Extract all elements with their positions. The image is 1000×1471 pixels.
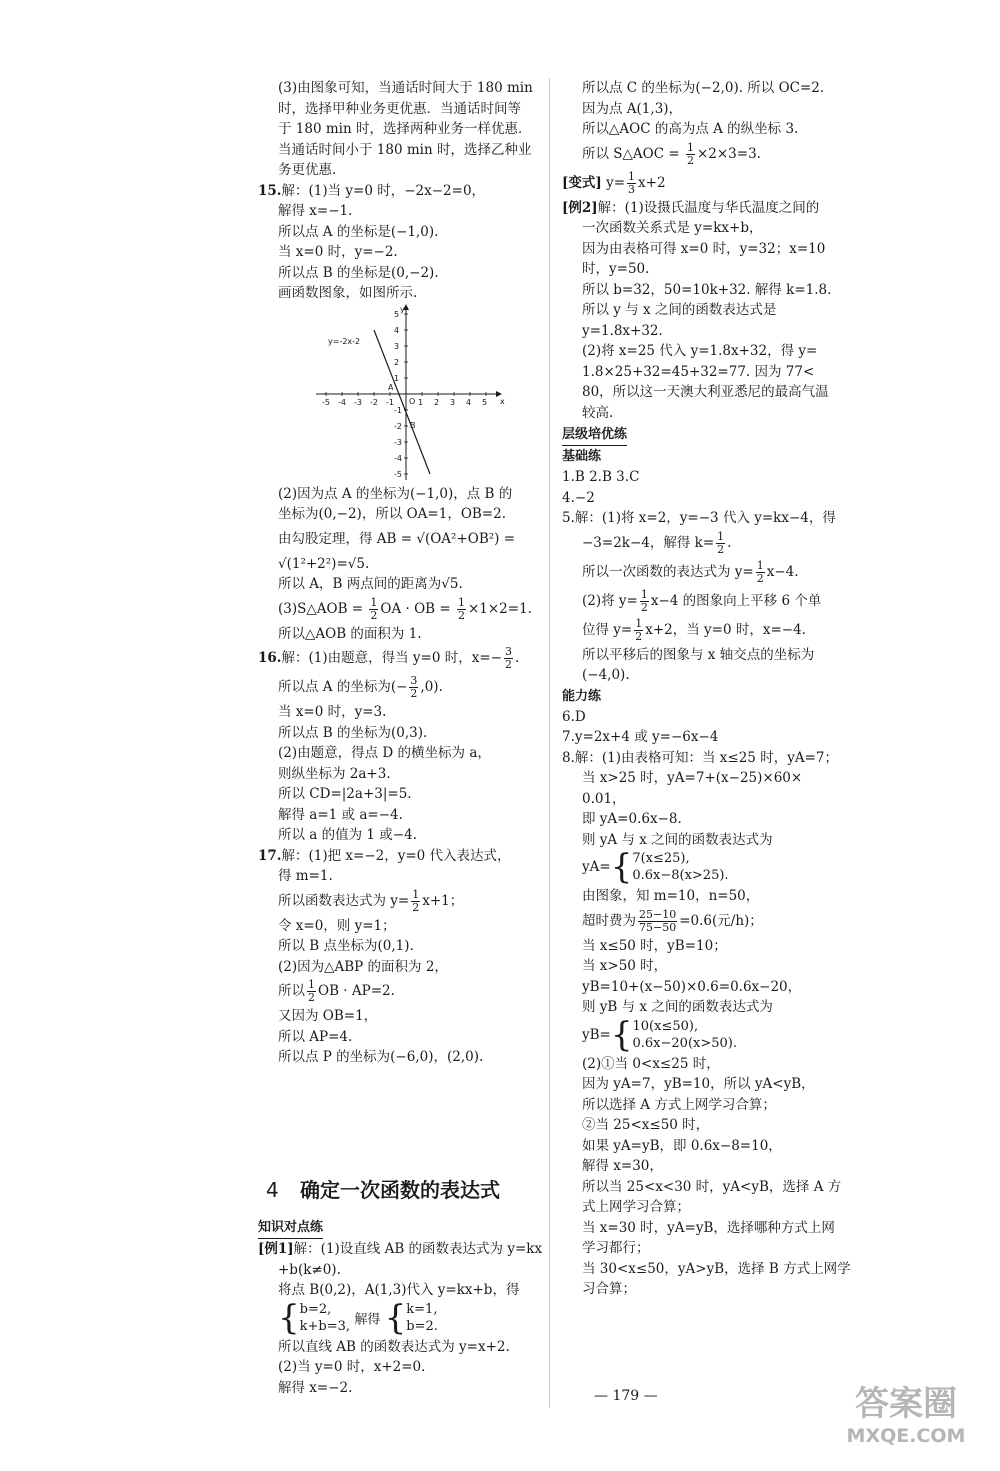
fraction xyxy=(634,618,643,643)
x-tick-label: 1 xyxy=(418,397,424,407)
y-tick-label: 2 xyxy=(394,357,400,367)
text-line: yB=10+(x−50)×0.6=0.6x−20， xyxy=(582,978,802,995)
q16 xyxy=(258,644,540,846)
text: ×2×3=3. xyxy=(696,145,761,162)
text-line: 由图象，知 m=10，n=50， xyxy=(582,888,760,904)
x-axis-label: x xyxy=(500,396,505,406)
numerator: 1 xyxy=(635,616,643,630)
text-line: 当 x=0 时，y=3. xyxy=(278,704,387,720)
text-line: y=1.8x+32. xyxy=(582,322,663,339)
text-line: 所以△AOC 的高为点 A 的纵坐标 3. xyxy=(582,121,799,137)
text-line: 0.01， xyxy=(582,790,626,807)
y-tick-label: 3 xyxy=(394,341,400,351)
text: 所以函数表达式为 y= xyxy=(278,892,410,909)
text-line: 所以点 B 的坐标是(0,−2). xyxy=(278,264,439,281)
equation: b=2, xyxy=(299,1301,332,1317)
expr-line xyxy=(258,887,540,916)
text-line: 所以当 25<x<30 时，yA<yB，选择 A 方 xyxy=(582,1178,842,1195)
text-line: 所以点 A 的坐标是(−1,0). xyxy=(278,223,439,240)
fraction xyxy=(627,171,636,196)
text: 所以一次函数的表达式为 y= xyxy=(582,563,754,580)
y-tick-label: -2 xyxy=(394,421,402,431)
text-line: (2)因为△ABP 的面积为 2， xyxy=(278,958,448,975)
q5-result-line xyxy=(562,616,844,645)
example-tag: [例2] xyxy=(562,199,598,216)
denominator: 2 xyxy=(686,153,694,167)
chapter-title xyxy=(266,1174,500,1203)
numerator: 1 xyxy=(640,587,648,601)
text-line: 较高. xyxy=(582,404,614,421)
column-divider xyxy=(549,78,550,1408)
numerator: 1 xyxy=(457,595,465,609)
text: 解得 xyxy=(354,1312,381,1327)
numerator: 1 xyxy=(370,595,378,609)
fraction xyxy=(457,597,466,622)
x-tick-label: -2 xyxy=(370,397,378,407)
text-line: 则纵坐标为 2a+3. xyxy=(278,765,391,782)
numerator: 1 xyxy=(412,887,420,901)
left-column xyxy=(258,78,540,1068)
text-line: 因为点 A(1,3)， xyxy=(582,100,683,117)
text-line: 因为 yA=7，yB=10，所以 yA<yB， xyxy=(582,1076,815,1092)
text: ×1×2=1. xyxy=(467,600,532,617)
text-line: 当 30<x≤50，yA>yB，选择 B 方式上网学 xyxy=(582,1260,851,1277)
text-line: 所以 y 与 x 之间的函数表达式是 xyxy=(582,302,777,318)
text-line: 当 x=0 时，y=−2. xyxy=(278,244,398,260)
text-line: (2)因为点 A 的坐标为(−1,0)，点 B 的 xyxy=(278,485,513,502)
example-tag: [例1] xyxy=(258,1241,294,1257)
text-line: 由勾股定理，得 AB = √(OA²+OB²) = xyxy=(278,530,516,547)
x-tick-label: 2 xyxy=(434,397,440,407)
text: yA= xyxy=(582,859,611,875)
area-line xyxy=(562,140,844,169)
text-line: 则 yB 与 x 之间的函数表达式为 xyxy=(582,999,773,1015)
text: 解：(1)设摄氏温度与华氏温度之间的 xyxy=(597,199,820,216)
denominator: 2 xyxy=(457,608,465,622)
fraction xyxy=(638,909,677,934)
text: 超时费为 xyxy=(582,912,636,929)
numerator: 1 xyxy=(717,529,725,543)
text: x+2，当 y=0 时，x=−4. xyxy=(645,621,806,638)
text-line: 式上网学习合算； xyxy=(582,1199,690,1215)
text: OA · OB = xyxy=(380,600,455,617)
q5-k-line: −3=2k−4，解得 k= $\frac{1}{2}$ . xyxy=(582,529,732,556)
text-line: 务更优惠. xyxy=(278,162,337,178)
case: 0.6x−8(x>25). xyxy=(632,868,729,883)
y-axis-label: y xyxy=(400,304,405,314)
system-1 xyxy=(300,1301,350,1335)
area-line xyxy=(258,595,540,624)
text-line: 解得 x=−2. xyxy=(278,1379,353,1396)
text-line: 所以 A，B 两点间的距离为√5. xyxy=(278,576,463,592)
subsection-heading: 基础练 xyxy=(562,449,602,464)
denominator: 2 xyxy=(410,687,418,700)
text-line: 令 x=0，则 y=1； xyxy=(278,917,396,934)
text-line: (−4,0). xyxy=(582,667,630,683)
answer-line: 6.D xyxy=(562,708,586,725)
point-b-label: B xyxy=(410,420,416,430)
denominator: 75−50 xyxy=(639,920,677,934)
numerator: 1 xyxy=(686,140,694,154)
equation: k+b=3, xyxy=(299,1318,351,1334)
text-line: 于 180 min 时，选择两种业务一样优惠． xyxy=(278,121,532,137)
text-line: +b(k≠0). xyxy=(278,1261,341,1278)
question-number: 16. xyxy=(258,650,282,666)
piecewise-yb xyxy=(562,1014,844,1055)
text-line: 当通话时间小于 180 min 时，选择乙种业 xyxy=(278,141,532,158)
text: 解：(1)把 x=−2，y=0 代入表达式， xyxy=(281,847,511,864)
question-number: 17. xyxy=(258,847,282,864)
text-line: 则 yA 与 x 之间的函数表达式为 xyxy=(582,831,773,848)
fraction xyxy=(369,597,378,622)
text-line: 所以点 C 的坐标为(−2,0). 所以 OC=2. xyxy=(582,80,825,96)
function-graph xyxy=(258,304,540,484)
fraction xyxy=(307,979,316,1004)
text: x−4 的图象向上平移 6 个单 xyxy=(650,592,822,609)
text-line: (2)将 x=25 代入 y=1.8x+32，得 y= xyxy=(582,343,818,359)
text: 解：(1)由题意，得当 y=0 时，x=− xyxy=(281,650,502,666)
text-line: 当 x>50 时， xyxy=(582,958,668,974)
y-tick-label: -3 xyxy=(394,437,402,447)
coord-line xyxy=(258,673,540,702)
text-line: 所以 b=32，50=10k+32. 解得 k=1.8. xyxy=(582,281,832,298)
graph-svg xyxy=(308,304,508,484)
text-line: 所以 B 点坐标为(0,1). xyxy=(278,938,414,954)
text-line: 因为由表格可得 x=0 时，y=32；x=10 xyxy=(582,240,826,257)
text-line: 习合算； xyxy=(582,1281,636,1297)
example-1-block xyxy=(258,1216,543,1398)
text-line: 如果 yA=yB，即 0.6x−8=10， xyxy=(582,1137,782,1154)
text-line: 即 yA=0.6x−8. xyxy=(582,811,682,827)
text: =0.6(元/h)； xyxy=(679,912,763,929)
origin-label: O xyxy=(409,396,416,406)
variant-tag: [变式] xyxy=(562,174,602,191)
section-heading: 知识对点练 xyxy=(258,1217,323,1239)
fraction xyxy=(686,142,695,167)
watermark-logo xyxy=(836,1384,976,1448)
text-line: 将点 B(0,2)，A(1,3)代入 y=kx+b，得 xyxy=(278,1282,520,1298)
q16-head: 16.解：(1)由题意，得当 y=0 时，x=− $\frac{3}{2}$ . xyxy=(258,645,520,671)
text-line: 所以 AP=4. xyxy=(278,1028,353,1045)
equation: k=1, xyxy=(406,1301,438,1317)
text-line: √(1²+2²)=√5. xyxy=(278,555,370,572)
x-tick-label: 4 xyxy=(466,397,472,407)
text-line: 所以选择 A 方式上网学习合算； xyxy=(582,1096,776,1113)
text-line: 解得 a=1 或 a=−4. xyxy=(278,806,403,823)
text-line: (2)由题意，得点 D 的横坐标为 a， xyxy=(278,745,491,761)
q15-head xyxy=(258,181,540,202)
text-line: (3)由图象可知，当通话时间大于 180 min xyxy=(278,80,533,96)
numerator: 3 xyxy=(410,674,418,687)
line-label: y=-2x-2 xyxy=(328,336,361,346)
numerator: 1 xyxy=(628,169,636,183)
text: 所以 xyxy=(278,983,305,999)
x-tick-label: -5 xyxy=(322,397,330,407)
text-line: 时，y=50. xyxy=(582,261,650,277)
q15 xyxy=(258,181,540,645)
text-line: 所以直线 AB 的函数表达式为 y=x+2. xyxy=(278,1338,510,1355)
ex2-head xyxy=(562,198,844,219)
x-tick-label: 3 xyxy=(450,397,456,407)
y-tick-label: -5 xyxy=(394,469,402,479)
q17-head xyxy=(258,846,540,867)
left-brace: { xyxy=(610,847,633,887)
text-line: 所以△AOB 的面积为 1. xyxy=(278,625,422,642)
area-line xyxy=(258,977,540,1006)
denominator: 2 xyxy=(412,900,420,914)
text-line: 得 m=1. xyxy=(278,868,333,884)
left-brace: { xyxy=(384,1297,407,1338)
system-2 xyxy=(406,1301,438,1335)
x-tick-label: -4 xyxy=(338,397,346,407)
text: OB · AP=2. xyxy=(318,983,395,999)
right-column xyxy=(562,78,851,1300)
text: x+2 xyxy=(638,174,666,191)
fraction xyxy=(640,589,649,614)
y-tick-label: 1 xyxy=(394,373,400,383)
fraction xyxy=(504,646,513,671)
case: 7(x≤25), xyxy=(632,851,690,866)
text-line: ②当 25<x≤50 时， xyxy=(582,1117,710,1133)
subsection-heading: 能力练 xyxy=(562,688,602,704)
numerator: 1 xyxy=(756,558,764,572)
numerator: 3 xyxy=(504,645,512,658)
numerator: 25−10 xyxy=(639,907,677,921)
point-a-label: A xyxy=(388,382,394,392)
text: x−4. xyxy=(766,563,799,580)
piecewise-cases xyxy=(633,1018,737,1052)
y-tick-label: 5 xyxy=(394,309,400,319)
numerator: 1 xyxy=(308,978,315,991)
chapter-title-text: 确定一次函数的表达式 xyxy=(300,1178,500,1202)
denominator: 2 xyxy=(370,608,378,622)
fraction xyxy=(756,560,765,585)
text-line: 所以 a 的值为 1 或−4. xyxy=(278,827,417,843)
fraction xyxy=(411,889,420,914)
x-tick-label: 5 xyxy=(482,397,488,407)
answer-line: 7.y=2x+4 或 y=−6x−4 xyxy=(562,729,719,745)
equation-system xyxy=(258,1297,540,1338)
x-tick-label: -3 xyxy=(354,397,362,407)
text: (2)将 y= xyxy=(582,592,638,609)
text: 所以点 A 的坐标为(− xyxy=(278,679,408,695)
text-line: 所以平移后的图象与 x 轴交点的坐标为 xyxy=(582,646,815,663)
denominator: 2 xyxy=(717,542,725,556)
text: y= xyxy=(601,174,626,191)
text-line: 一次函数关系式是 y=kx+b， xyxy=(582,220,763,236)
text-line: 80，所以这一天澳大利亚悉尼的最高气温 xyxy=(582,384,829,400)
ex1-head xyxy=(258,1239,543,1260)
variant-line xyxy=(562,169,844,198)
text-line: 当 x=30 时，yA=yB，选择哪种方式上网 xyxy=(582,1219,835,1236)
y-tick-label: -1 xyxy=(394,405,402,415)
q17 xyxy=(258,846,540,1068)
text-line: 8.解：(1)由表格可知：当 x≤25 时，yA=7； xyxy=(562,749,838,766)
text: x+1； xyxy=(422,892,464,909)
section-heading: 层级培优练 xyxy=(562,424,627,446)
x-tick-label: -1 xyxy=(386,397,394,407)
left-brace: { xyxy=(610,1014,633,1055)
denominator: 2 xyxy=(635,629,643,643)
denominator: 2 xyxy=(308,991,315,1004)
chapter-number: 4 xyxy=(266,1178,279,1202)
text-line: 当 x>25 时，yA=7+(x−25)×60× xyxy=(582,770,803,786)
fee-line xyxy=(562,907,844,936)
text: yB= xyxy=(582,1026,611,1043)
equation: b=2. xyxy=(406,1318,438,1334)
text-line: 解得 x=−1. xyxy=(278,203,353,219)
text-line: 所以 CD=|2a+3|=5. xyxy=(278,786,412,802)
denominator: 2 xyxy=(640,600,648,614)
text-line: 学习都行； xyxy=(582,1240,650,1256)
text: ,0). xyxy=(420,679,443,695)
text-line: (2)①当 0<x≤25 时， xyxy=(582,1055,720,1072)
q5-expr-line xyxy=(562,558,844,587)
text: −3=2k−4，解得 k= xyxy=(582,534,715,551)
text: 解：(1)设直线 AB 的函数表达式为 y=kx xyxy=(293,1241,543,1257)
text-line: (2)当 y=0 时，x+2=0. xyxy=(278,1359,426,1375)
text: 位得 y= xyxy=(582,621,633,638)
text-line: 时，选择甲种业务更优惠．当通话时间等 xyxy=(278,100,521,117)
q5-shift-line xyxy=(562,587,844,616)
text-line: 所以点 B 的坐标为(0,3). xyxy=(278,724,428,741)
y-tick-label: 4 xyxy=(394,325,400,335)
text-line: 画函数图象，如图所示. xyxy=(278,285,418,301)
question-number: 15. xyxy=(258,182,282,199)
q14-part3 xyxy=(258,78,540,181)
fraction xyxy=(409,675,418,700)
text-line: 1.8×25+32=45+32=77. 因为 77< xyxy=(582,363,815,380)
piecewise-cases xyxy=(632,850,728,884)
case: 0.6x−20(x>50). xyxy=(632,1035,737,1051)
denominator: 2 xyxy=(504,658,512,671)
piecewise-ya xyxy=(562,847,844,887)
case: 10(x≤50), xyxy=(632,1018,699,1034)
answer-line: 4.−2 xyxy=(562,489,595,506)
text-line: 坐标为(0,−2)，所以 OA=1，OB=2. xyxy=(278,506,507,522)
left-brace: { xyxy=(278,1297,300,1338)
text-line: 所以点 P 的坐标为(−6,0)，(2,0). xyxy=(278,1049,484,1065)
text: (3)S△AOB = xyxy=(278,600,368,617)
answer-line: 1.B 2.B 3.C xyxy=(562,469,640,485)
text: 解：(1)当 y=0 时，−2x−2=0， xyxy=(281,182,486,199)
denominator: 3 xyxy=(628,182,636,196)
text-line: 解得 x=30， xyxy=(582,1158,663,1174)
text-line: 又因为 OB=1， xyxy=(278,1008,378,1024)
denominator: 2 xyxy=(756,571,764,585)
watermark-text: 答案圈 xyxy=(855,1384,957,1424)
text-line: 5.解：(1)将 x=2，y=−3 代入 y=kx−4，得 xyxy=(562,510,836,526)
text-line: 当 x≤50 时，yB=10； xyxy=(582,937,727,954)
y-tick-label: -4 xyxy=(394,453,402,463)
watermark-url: MXQE.COM xyxy=(846,1425,966,1447)
page-number: — 179 — xyxy=(594,1388,658,1404)
text: 所以 S△AOC = xyxy=(582,145,684,162)
fraction xyxy=(716,531,725,556)
